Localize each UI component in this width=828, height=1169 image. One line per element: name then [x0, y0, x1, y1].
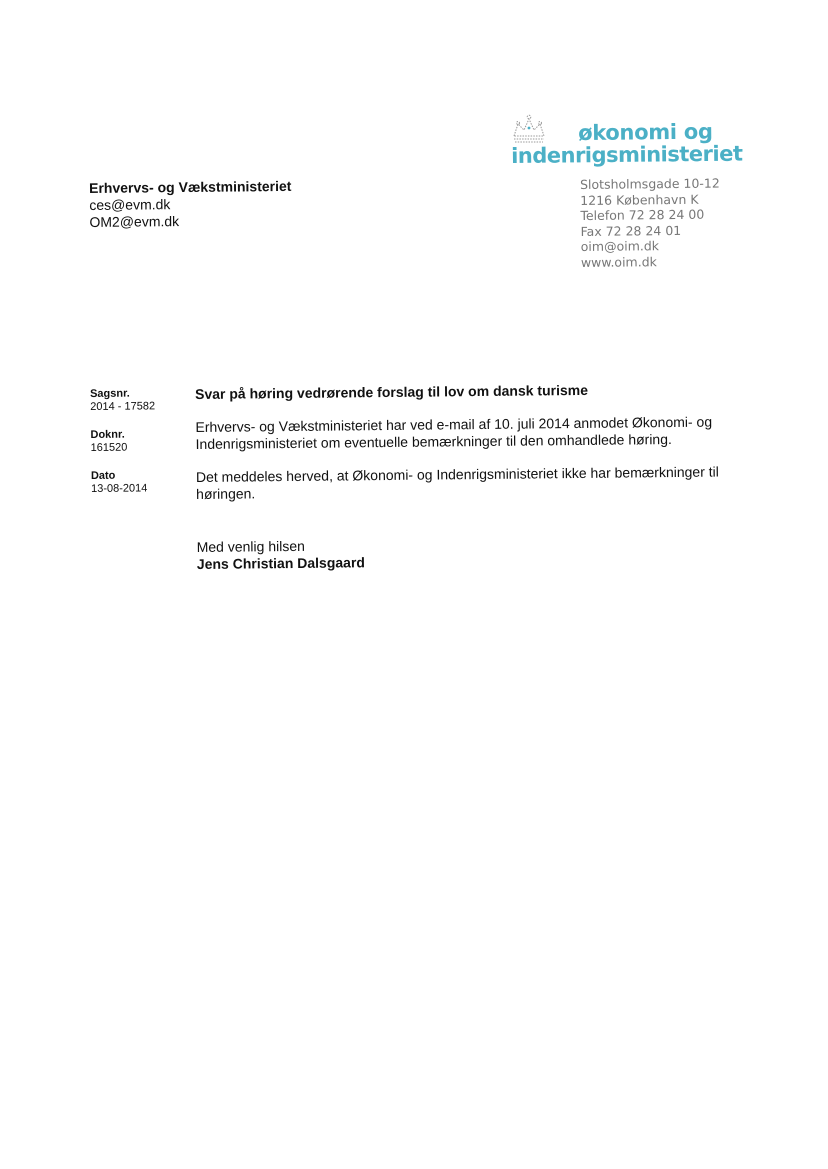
sender-web: www.oim.dk — [580, 254, 657, 270]
paragraph-2 — [195, 463, 719, 503]
recipient-email-1: ces@evm.dk — [89, 196, 171, 213]
recipient-name: Erhvervs- og Vækstministeriet — [89, 177, 292, 196]
paragraph-1 — [195, 414, 715, 453]
date-label: Dato — [90, 469, 116, 482]
logo-text-line2: indenrigsministeriet — [511, 141, 743, 168]
sender-street: Slotsholmsgade 10-12 — [580, 175, 720, 192]
sender-phone: Telefon 72 28 24 00 — [580, 206, 705, 224]
closing-greeting: Med venlig hilsen — [196, 537, 305, 555]
sender-email: oim@oim.dk — [580, 238, 660, 255]
letter-body — [195, 381, 717, 573]
paragraph-2-line-1: Det meddeles herved, at Økonomi- og Indenrigsministeriet ikke har bemærkninger til — [195, 463, 719, 485]
sender-address — [580, 176, 721, 271]
paragraph-1-line-1: Erhvervs- og Vækstministeriet har ved e-mail af 10. juli 2014 anmodet Økonomi- og — [195, 413, 713, 435]
crown-icon — [510, 114, 548, 144]
paragraph-1-line-2: Indenrigsministeriet om eventuelle bemærkninger til den omhandlede høring. — [195, 431, 672, 452]
sender-fax: Fax 72 28 24 01 — [580, 222, 682, 239]
doc-number-label: Doknr. — [90, 428, 125, 441]
case-number-value: 2014 - 17582 — [90, 400, 156, 413]
letter-subject: Svar på høring vedrørende forslag til lov om dansk turisme — [195, 381, 589, 402]
paragraph-2-line-2: høringen. — [196, 485, 256, 502]
date-value: 13-08-2014 — [90, 482, 148, 495]
logo-text-line1: økonomi og — [578, 119, 713, 145]
recipient-email-2: OM2@evm.dk — [89, 213, 180, 230]
sender-city: 1216 København K — [580, 191, 699, 208]
doc-number-value: 161520 — [90, 441, 128, 454]
signer-name: Jens Christian Dalsgaard — [196, 554, 366, 572]
case-number-label: Sagsnr. — [90, 387, 130, 400]
recipient-block — [89, 178, 292, 231]
meta-column — [90, 387, 156, 511]
